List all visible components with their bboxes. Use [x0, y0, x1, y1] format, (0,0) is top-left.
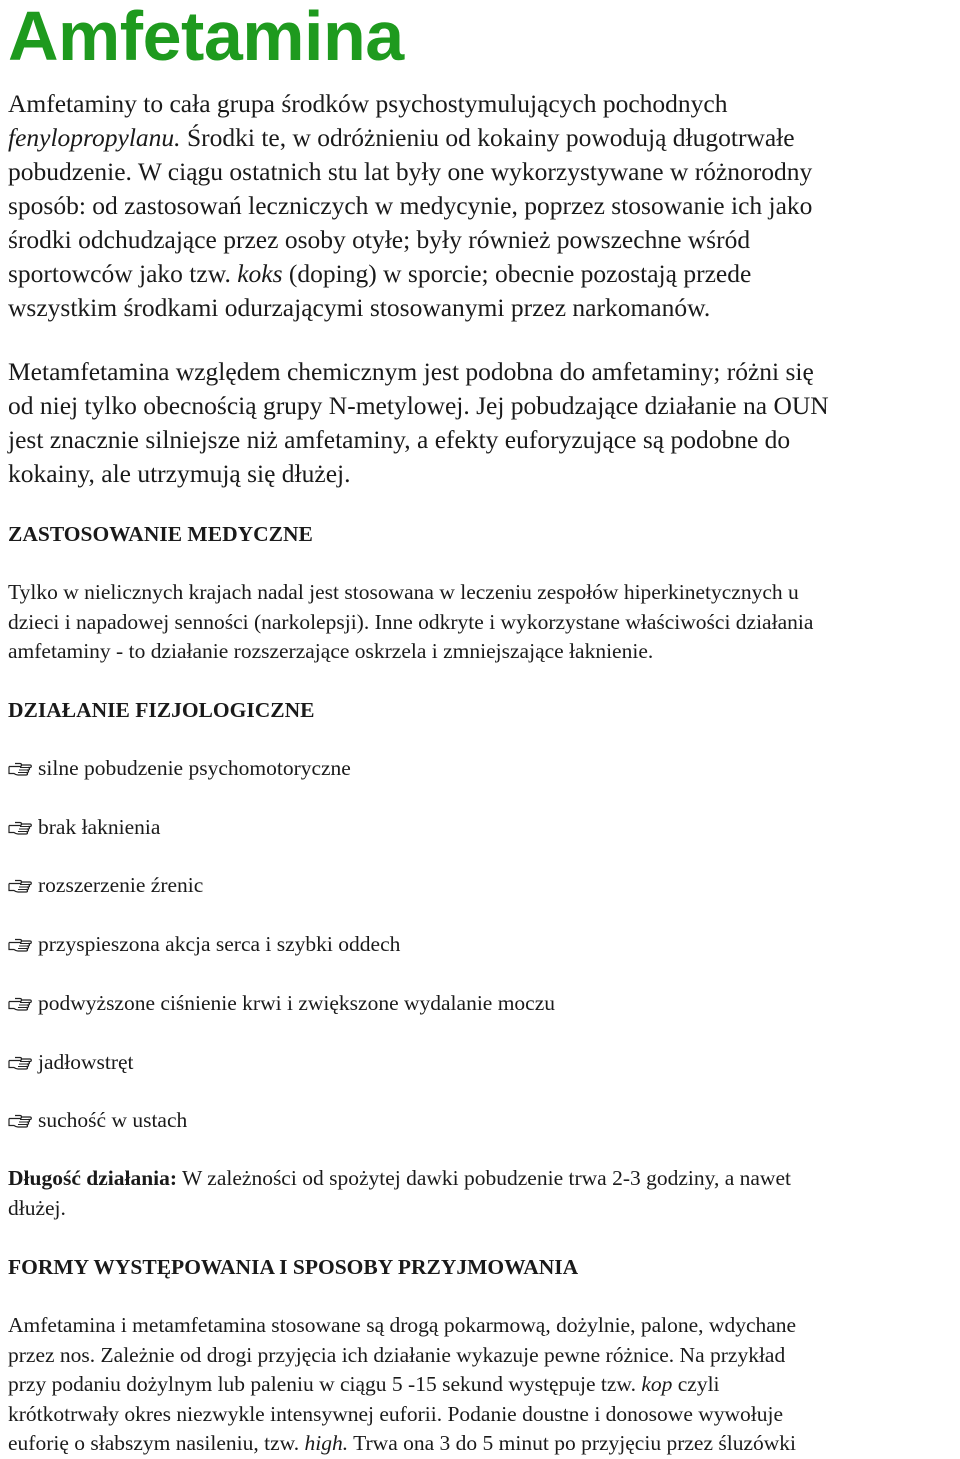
intro-italic-term: fenylopropylanu. — [8, 123, 181, 152]
forms-line: Amfetamina i metamfetamina stosowane są drogą pokarmową, dożylnie, palone, wdychane — [8, 1313, 797, 1337]
duration-line: dłużej. — [8, 1195, 66, 1220]
medical-line: amfetaminy - to działanie rozszerzające oskrzela i zmniejszające łaknienie. — [8, 639, 654, 663]
intro-line: sposób: od zastosowań leczniczych w medycynie, poprzez stosowanie ich jako — [8, 191, 813, 220]
pointing-hand-icon — [8, 936, 32, 952]
physio-list-item — [8, 929, 400, 959]
pointing-hand-icon — [8, 760, 32, 776]
forms-line-text: czyli — [672, 1372, 720, 1396]
intro-line: wszystkim środkami odurzającymi stosowanymi przez narkomanów. — [8, 293, 711, 322]
pointing-hand-icon — [8, 995, 32, 1011]
physio-list-item-label: silne pobudzenie psychomotoryczne — [38, 756, 351, 780]
intro-line: środki odchudzające przez osoby otyłe; były również powszechne wśród — [8, 225, 751, 254]
meta-line: Metamfetamina względem chemicznym jest podobna do amfetaminy; różni się — [8, 357, 814, 386]
forms-line: przez nos. Zależnie od drogi przyjęcia ich działanie wykazuje pewne różnice. Na przykład — [8, 1342, 786, 1367]
physio-list-item — [8, 1047, 134, 1077]
heading-medical: ZASTOSOWANIE MEDYCZNE — [8, 522, 313, 546]
physio-list-item-label: suchość w ustach — [38, 1108, 188, 1133]
physio-list-item-label: przyspieszona akcja serca i szybki oddech — [38, 932, 401, 957]
pointing-hand-icon — [8, 1054, 32, 1070]
medical-line: dzieci i napadowej senności (narkolepsji). Inne odkryte i wykorzystane właściwości działania — [8, 609, 814, 634]
forms-line — [8, 1429, 960, 1459]
physio-list-item — [8, 870, 203, 900]
intro-line — [8, 257, 960, 291]
duration-line — [8, 1164, 960, 1194]
meta-paragraph — [8, 355, 960, 491]
forms-line: krótkotrwały okres niezwykle intensywnej euforii. Podanie doustne i donosowe wywołuje — [8, 1401, 784, 1426]
forms-line — [8, 1370, 960, 1400]
page-title: Amfetamina — [8, 0, 404, 75]
duration-paragraph — [8, 1164, 960, 1223]
physio-list-item — [8, 1105, 187, 1135]
physio-list-item — [8, 812, 160, 842]
physio-list-item — [8, 988, 555, 1018]
forms-line-text: przy podaniu dożylnym lub paleniu w ciągu 5 -15 sekund występuje tzw. — [8, 1372, 642, 1396]
pointing-hand-icon — [8, 819, 32, 835]
forms-line-text: Trwa ona 3 do 5 minut po przyjęciu przez śluzówki — [348, 1431, 796, 1455]
physio-list-item-label: jadłowstręt — [38, 1049, 134, 1074]
physio-list-item-label: rozszerzenie źrenic — [38, 873, 204, 898]
meta-line: od niej tylko obecnością grupy N-metylowej. Jej pobudzające działanie na OUN — [8, 391, 829, 420]
duration-text: W zależności od spożytej dawki pobudzenie trwa 2-3 godziny, a nawet — [177, 1166, 791, 1190]
intro-line-text: Środki te, w odróżnieniu od kokainy powodują długotrwałe — [180, 123, 795, 152]
physio-list-item-label: brak łaknienia — [38, 814, 161, 839]
heading-physiological: DZIAŁANIE FIZJOLOGICZNE — [8, 698, 315, 722]
intro-line — [8, 121, 960, 155]
meta-line: jest znacznie silniejsze niż amfetaminy, a efekty euforyzujące są podobne do — [8, 425, 791, 454]
duration-label: Długość działania: — [8, 1166, 178, 1190]
forms-italic-term: high. — [304, 1431, 349, 1455]
intro-line-text: sportowców jako tzw. — [8, 259, 238, 288]
physio-list-item — [8, 753, 351, 783]
pointing-hand-icon — [8, 877, 32, 893]
meta-line: kokainy, ale utrzymują się dłużej. — [8, 459, 351, 488]
intro-italic-term: koks — [237, 259, 283, 288]
forms-paragraph — [8, 1311, 960, 1459]
physio-list-item-label: podwyższone ciśnienie krwi i zwiększone wydalanie moczu — [38, 990, 556, 1015]
forms-italic-term: kop — [641, 1372, 673, 1396]
medical-paragraph — [8, 578, 960, 667]
pointing-hand-icon — [8, 1112, 32, 1128]
intro-line-text: (doping) w sporcie; obecnie pozostają przede — [282, 259, 752, 288]
intro-line: pobudzenie. W ciągu ostatnich stu lat były one wykorzystywane w różnorodny — [8, 157, 813, 186]
medical-line: Tylko w nielicznych krajach nadal jest stosowana w leczeniu zespołów hiperkinetycznych u — [8, 580, 799, 604]
forms-line-text: euforię o słabszym nasileniu, tzw. — [8, 1431, 305, 1455]
intro-paragraph — [8, 87, 960, 325]
intro-line: Amfetaminy to cała grupa środków psychostymulujących pochodnych — [8, 89, 728, 118]
heading-forms: FORMY WYSTĘPOWANIA I SPOSOBY PRZYJMOWANIA — [8, 1255, 579, 1279]
